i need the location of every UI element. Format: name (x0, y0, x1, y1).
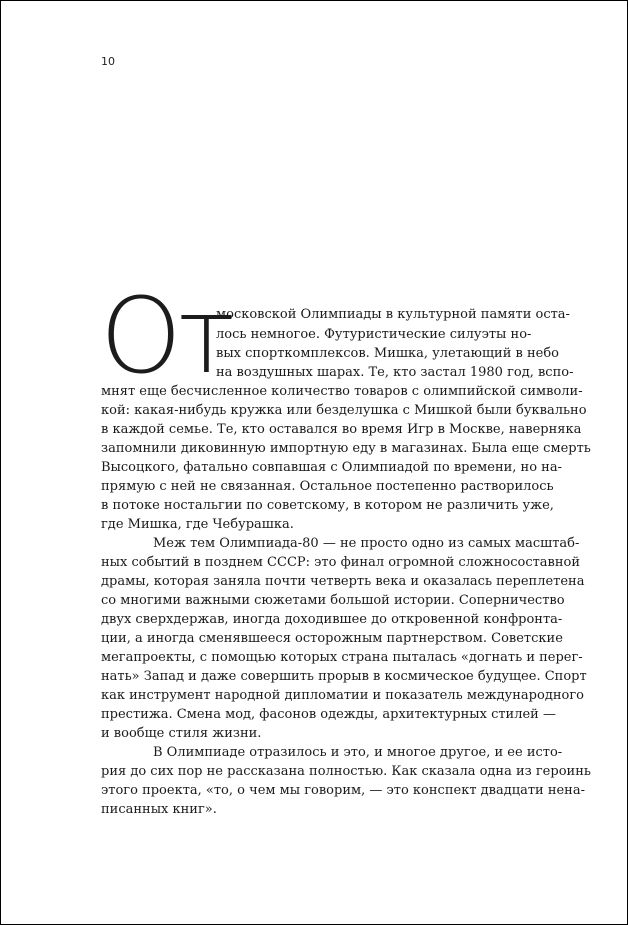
text-line: нать» Запад и даже совершить прорыв в космическое будущее. Спорт (101, 669, 587, 684)
text-line: где Мишка, где Чебурашка. (101, 517, 294, 532)
text-line: двух сверхдержав, иногда доходившее до откровенной конфронта- (101, 612, 563, 627)
text-line: прямую с ней не связанная. Остальное постепенно растворилось (101, 479, 554, 494)
text-line: Высоцкого, фатально совпавшая с Олимпиадой по времени, но на- (101, 460, 562, 475)
text-line: ных событий в позднем СССР: это финал огромной сложносоставной (101, 555, 581, 570)
text-line: мегапроекты, с помощью которых страна пыталась «догнать и перег- (101, 650, 583, 665)
text-line: вых спорткомплексов. Мишка, улетающий в небо (216, 346, 559, 361)
text-line: в потоке ностальгии по советскому, в котором не различить уже, (101, 498, 554, 513)
text-line: престижа. Смена мод, фасонов одежды, архитектурных стилей — (101, 707, 556, 722)
text-line: В Олимпиаде отразилось и это, и многое другое, и ее исто- (153, 745, 563, 760)
text-line: как инструмент народной дипломатии и показатель международного (101, 688, 584, 703)
text-line: на воздушных шарах. Те, кто застал 1980 год, вспо- (216, 365, 574, 380)
text-line: Меж тем Олимпиада-80 — не просто одно из самых масштаб- (153, 536, 580, 551)
text-line: со многими важными сюжетами большой истории. Соперничество (101, 593, 565, 608)
text-line: запомнили диковинную импортную еду в магазинах. Была еще смерть (101, 441, 591, 456)
text-line: ции, а иногда сменявшееся осторожным партнерством. Советские (101, 631, 563, 646)
drop-cap: От (100, 275, 231, 397)
text-line: драмы, которая заняла почти четверть века и оказалась переплетена (101, 574, 585, 589)
text-line: мнят еще бесчисленное количество товаров с олимпийской символи- (101, 384, 583, 399)
text-line: и вообще стиля жизни. (101, 726, 262, 741)
text-line: рия до сих пор не рассказана полностью. Как сказала одна из героинь (101, 764, 591, 779)
text-line: кой: какая-нибудь кружка или безделушка с Мишкой были буквально (101, 403, 587, 418)
text-line: писанных книг». (101, 802, 217, 817)
page-number: 10 (101, 55, 115, 68)
text-line: лось немногое. Футуристические силуэты но- (216, 327, 532, 342)
text-line: в каждой семье. Те, кто оставался во время Игр в Москве, наверняка (101, 422, 582, 437)
text-line: московской Олимпиады в культурной памяти оста- (216, 307, 570, 322)
text-line: этого проекта, «то, о чем мы говорим, — это конспект двадцати нена- (101, 783, 585, 798)
